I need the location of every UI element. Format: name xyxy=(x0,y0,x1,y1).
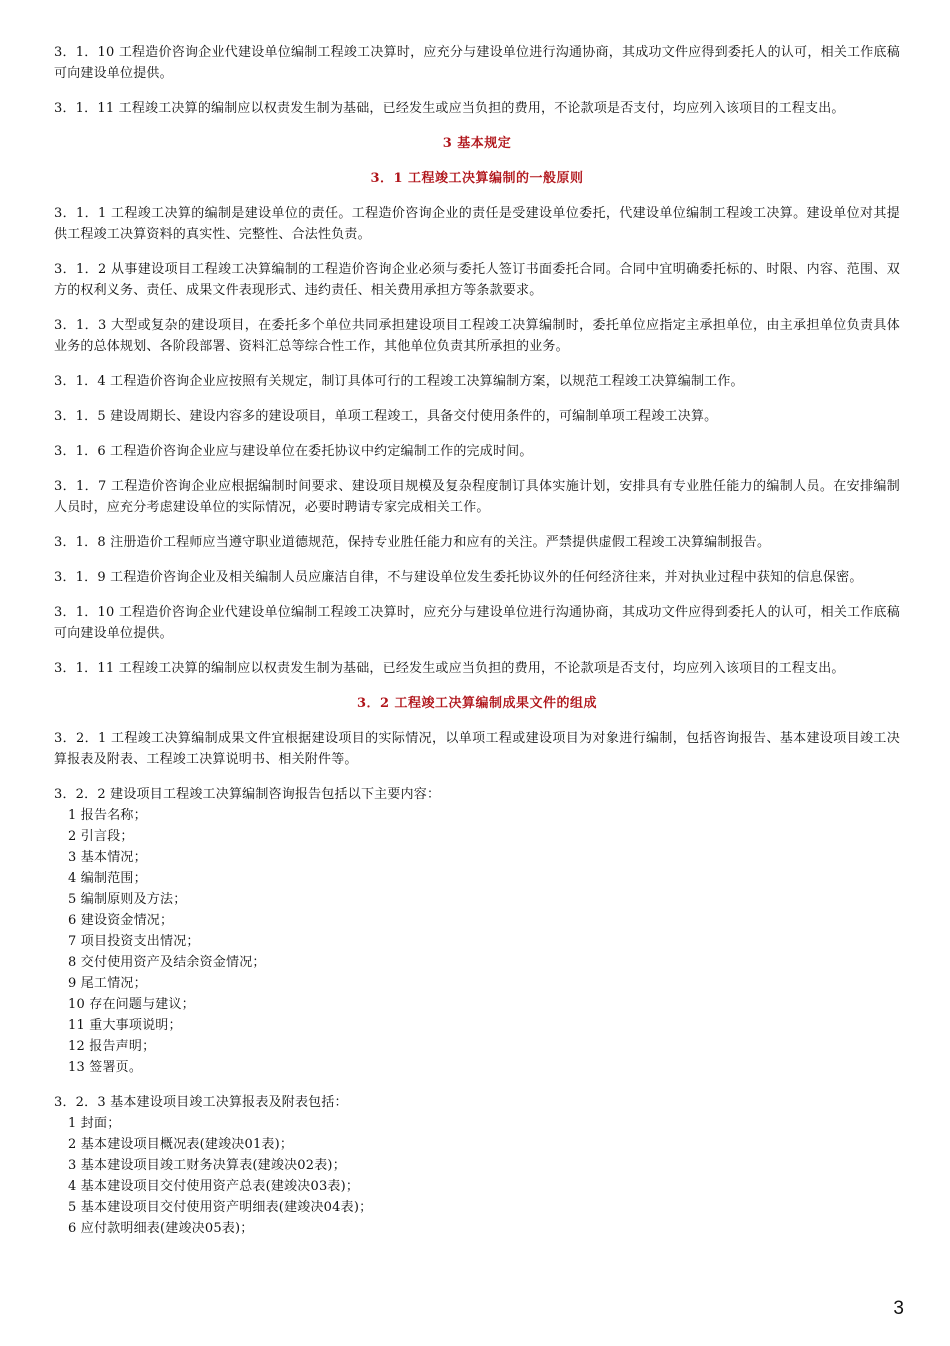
list-item: 7 项目投资支出情况； xyxy=(68,934,200,949)
list-item: 9 尾工情况； xyxy=(68,976,147,991)
report-tables-list xyxy=(54,1113,900,1239)
paragraph-3-1-10: 3．1．10 工程造价咨询企业代建设单位编制工程竣工决算时，应充分与建设单位进行沟通协商，其成功文件应得到委托人的认可，相关工作底稿可向建设单位提供。 xyxy=(54,605,900,641)
paragraph-3-2-3: 3．2．3 基本建设项目竣工决算报表及附表包括： xyxy=(54,1095,348,1110)
paragraph-3-2-2: 3．2．2 建设项目工程竣工决算编制咨询报告包括以下主要内容： xyxy=(54,787,441,802)
paragraph-3-1-9: 3．1．9 工程造价咨询企业及相关编制人员应廉洁自律，不与建设单位发生委托协议外的任何经济往来，并对执业过程中获知的信息保密。 xyxy=(54,570,863,585)
list-item: 11 重大事项说明； xyxy=(68,1018,182,1033)
list-item: 2 引言段； xyxy=(68,829,134,844)
list-item: 5 基本建设项目交付使用资产明细表(建竣决04表)； xyxy=(68,1200,373,1215)
list-item: 3 基本情况； xyxy=(68,850,147,865)
list-item: 1 封面； xyxy=(68,1116,121,1131)
paragraph-3-1-5: 3．1．5 建设周期长、建设内容多的建设项目，单项工程竣工，具备交付使用条件的，可编制单项工程竣工决算。 xyxy=(54,409,718,424)
report-contents-list xyxy=(54,805,900,1078)
list-item: 12 报告声明； xyxy=(68,1039,156,1054)
paragraph-3-1-11: 3．1．11 工程竣工决算的编制应以权责发生制为基础，已经发生或应当负担的费用，不论款项是否支付，均应列入该项目的工程支出。 xyxy=(54,661,845,676)
paragraph-3-1-8: 3．1．8 注册造价工程师应当遵守职业道德规范，保持专业胜任能力和应有的关注。严禁提供虚假工程竣工决算编制报告。 xyxy=(54,535,771,550)
list-item: 10 存在问题与建议； xyxy=(68,997,195,1012)
paragraph-3-1-2: 3．1．2 从事建设项目工程竣工决算编制的工程造价咨询企业必须与委托人签订书面委托合同。合同中宜明确委托标的、时限、内容、范围、双方的权利义务、责任、成果文件表现形式、违约责任、相关费用承担方等条款要求。 xyxy=(54,262,900,298)
list-item: 3 基本建设项目竣工财务决算表(建竣决02表)； xyxy=(68,1158,346,1173)
list-item: 4 编制范围； xyxy=(68,871,147,886)
paragraph-3-1-4: 3．1．4 工程造价咨询企业应按照有关规定，制订具体可行的工程竣工决算编制方案，以规范工程竣工决算编制工作。 xyxy=(54,374,744,389)
list-item: 13 签署页。 xyxy=(68,1060,143,1075)
list-item: 6 应付款明细表(建竣决05表)； xyxy=(68,1221,254,1236)
list-item: 1 报告名称； xyxy=(68,808,147,823)
paragraph-3-1-3: 3．1．3 大型或复杂的建设项目，在委托多个单位共同承担建设项目工程竣工决算编制时，委托单位应指定主承担单位，由主承担单位负责具体业务的总体规划、各阶段部署、资料汇总等综合性工作，其他单位负责其所承担的业务。 xyxy=(54,318,900,354)
list-item: 2 基本建设项目概况表(建竣决01表)； xyxy=(68,1137,294,1152)
paragraph-3-2-1: 3．2．1 工程竣工决算编制成果文件宜根据建设项目的实际情况，以单项工程或建设项目为对象进行编制，包括咨询报告、基本建设项目竣工决算报表及附表、工程竣工决算说明书、相关附件等。 xyxy=(54,731,900,767)
list-item: 6 建设资金情况； xyxy=(68,913,174,928)
paragraph-3-1-1: 3．1．1 工程竣工决算的编制是建设单位的责任。工程造价咨询企业的责任是受建设单位委托，代建设单位编制工程竣工决算。建设单位对其提供工程竣工决算资料的真实性、完整性、合法性负责。 xyxy=(54,206,900,242)
heading-basic-provisions: 3 基本规定 xyxy=(442,136,512,151)
paragraph-3-1-11-top: 3．1．11 工程竣工决算的编制应以权责发生制为基础，已经发生或应当负担的费用，不论款项是否支付，均应列入该项目的工程支出。 xyxy=(54,101,845,116)
list-item: 5 编制原则及方法； xyxy=(68,892,187,907)
document-page xyxy=(54,42,900,1239)
heading-3-2: 3．2 工程竣工决算编制成果文件的组成 xyxy=(356,696,598,711)
page-number: 3 xyxy=(893,1298,904,1319)
list-item: 4 基本建设项目交付使用资产总表(建竣决03表)； xyxy=(68,1179,360,1194)
paragraph-3-1-10-top: 3．1．10 工程造价咨询企业代建设单位编制工程竣工决算时，应充分与建设单位进行沟通协商，其成功文件应得到委托人的认可，相关工作底稿可向建设单位提供。 xyxy=(54,45,900,81)
paragraph-3-1-6: 3．1．6 工程造价咨询企业应与建设单位在委托协议中约定编制工作的完成时间。 xyxy=(54,444,533,459)
paragraph-3-1-7: 3．1．7 工程造价咨询企业应根据编制时间要求、建设项目规模及复杂程度制订具体实施计划，安排具有专业胜任能力的编制人员。在安排编制人员时，应充分考虑建设单位的实际情况，必要时聘请专家完成相关工作。 xyxy=(54,479,900,515)
list-item: 8 交付使用资产及结余资金情况； xyxy=(68,955,266,970)
heading-3-1: 3．1 工程竣工决算编制的一般原则 xyxy=(370,171,584,186)
